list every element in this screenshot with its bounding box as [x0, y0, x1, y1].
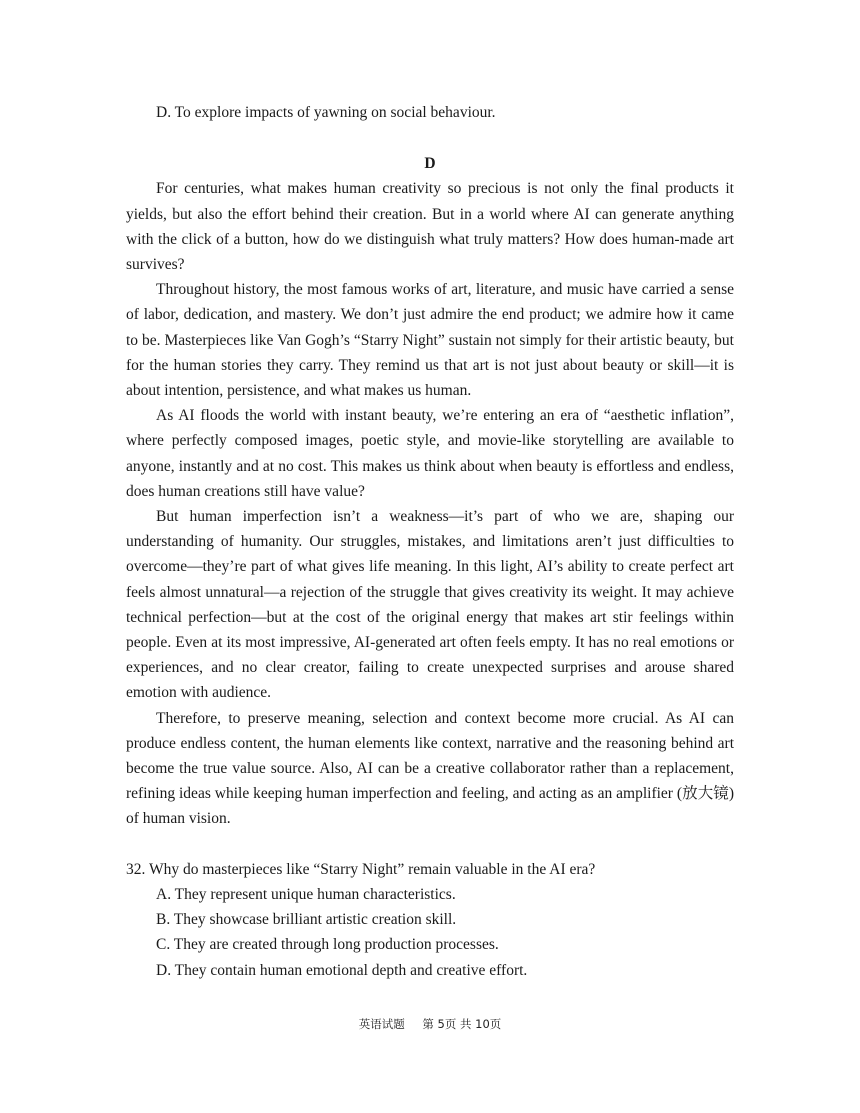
passage-paragraph-2: Throughout history, the most famous works of art, literature, and music have carried a sense of labor, dedication, and mastery. We don’t just admire the end product; we admire how it came to be. Masterpieces like Van Gogh’s “Starry Night” sustain not simply for their artistic beauty, but for the human stories they carry. They remind us that art is not just about beauty or skill—it is about intention, persistence, and what makes us human. — [126, 281, 734, 400]
passage-title: D — [424, 155, 436, 173]
footer-page-number: 第 5页 共 10页 — [422, 1017, 502, 1031]
question-32 — [126, 857, 734, 983]
previous-question-option-d: D. To explore impacts of yawning on social behaviour. — [156, 104, 496, 121]
footer-subject: 英语试题 — [358, 1017, 405, 1031]
passage-paragraph-5: Therefore, to preserve meaning, selection and context become more crucial. As AI can produce endless content, the human elements like context, narrative and the reasoning behind art become the true value source. Also, AI can be a creative collaborator rather than a replacement, refining ideas while keeping human imperfection and feeling, and acting as an amplifier (放大镜) of human vision. — [126, 709, 734, 828]
exam-page — [126, 100, 734, 983]
reading-passage — [126, 176, 734, 831]
option-c[interactable]: C. They are created through long production processes. — [156, 936, 499, 954]
question-stem: 32. Why do masterpieces like “Starry Night” remain valuable in the AI era? — [126, 860, 596, 878]
passage-paragraph-4: But human imperfection isn’t a weakness—it’s part of who we are, shaping our understanding of humanity. Our struggles, mistakes, and limitations aren’t just difficulties to overcome—they’re part of what gives life meaning. In this light, AI’s ability to create perfect art feels almost unnatural—a rejection of the struggle that gives creativity its weight. It may achieve technical perfection—but at the cost of the original energy that makes art stir feelings within people. Even at its most impressive, AI-generated art often feels empty. It has no real emotions or experiences, and no clear creator, failing to create unexpected surprises and arouse shared emotion with audience. — [126, 508, 734, 702]
option-a[interactable]: A. They represent unique human characteristics. — [156, 885, 456, 903]
option-b[interactable]: B. They showcase brilliant artistic creation skill. — [156, 911, 457, 929]
page-footer — [0, 1016, 860, 1032]
passage-paragraph-3: As AI floods the world with instant beauty, we’re entering an era of “aesthetic inflation”, where perfectly composed images, poetic style, and movie-like storytelling are available to anyone, instantly and at no cost. This makes us think about when beauty is effortless and endless, does human creations still have value? — [126, 407, 734, 500]
option-d[interactable]: D. They contain human emotional depth and creative effort. — [156, 961, 528, 979]
passage-paragraph-1: For centuries, what makes human creativity so precious is not only the final products it yields, but also the effort behind their creation. But in a world where AI can generate anything with the click of a button, how do we distinguish what truly matters? How does human-made art survives? — [126, 180, 734, 274]
